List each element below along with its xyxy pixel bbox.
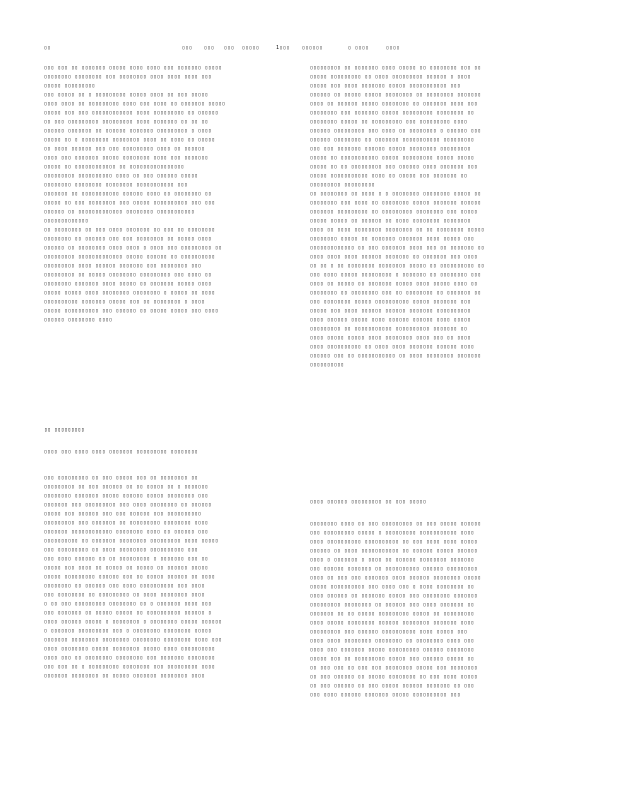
text-line: ▯▯▯▯▯ ▯▯▯▯▯▯▯▯▯ ▯▯▯▯▯▯ ▯▯▯ ▯▯ ▯▯▯▯▯ ▯▯▯▯▯▯ ▯▯ ▯▯▯▯ [44,574,216,580]
text-line: ▯▯▯▯ ▯▯▯▯▯▯▯▯ ▯▯▯▯▯ ▯▯▯▯▯▯▯▯ ▯▯▯▯▯ ▯▯▯▯ ▯▯▯▯▯▯▯▯▯▯ [44,646,216,652]
running-header [44,45,574,55]
text-line: ▯▯▯▯▯ ▯▯▯ ▯▯ ▯▯▯▯▯▯▯▯▯ ▯▯▯▯▯ ▯▯▯ ▯▯▯▯▯▯ ▯▯▯▯▯ ▯▯ [310,656,475,662]
left-paragraphs-1 [44,64,284,325]
text-line: ▯▯▯▯ ▯▯▯▯▯ ▯▯▯▯▯ ▯▯▯▯ ▯▯▯▯▯▯▯▯ ▯▯▯▯ ▯▯▯ ▯▯ ▯▯▯▯ [310,335,471,341]
text-line: ▯▯▯▯ ▯▯ ▯▯▯▯ ▯▯▯▯▯▯▯▯ ▯▯▯▯▯▯▯▯ ▯▯ ▯▯ ▯▯▯▯▯▯▯▯ ▯▯▯▯▯ [310,227,485,233]
text-line: ▯▯▯▯▯ ▯▯ ▯▯▯▯▯▯▯▯▯▯▯ ▯▯▯▯▯ ▯▯▯▯▯▯▯▯▯ ▯▯▯▯▯ ▯▯▯▯▯ [310,155,475,161]
text-line: ▯▯▯▯▯▯▯▯ ▯▯▯▯▯▯▯ ▯▯▯▯▯ ▯▯▯▯▯▯ ▯▯▯▯▯ ▯▯▯▯▯▯▯▯ ▯▯▯ [44,493,209,499]
text-line: ▯▯▯▯▯ ▯▯▯▯▯ ▯▯ ▯▯▯▯▯▯ ▯▯ ▯▯▯▯ ▯▯▯▯▯▯▯▯ ▯▯▯▯▯▯▯▯ [310,218,471,224]
text-line: ▯▯▯▯▯ ▯▯▯ ▯▯▯ ▯▯▯▯▯▯▯▯▯▯▯▯ ▯▯▯▯ ▯▯▯▯▯▯▯▯▯ ▯▯ ▯▯▯▯▯▯ [44,110,219,116]
text-line: ▯▯▯▯▯▯▯ ▯▯▯▯▯▯▯▯ ▯▯▯▯▯▯▯▯ ▯▯▯▯▯▯▯▯ ▯▯▯▯▯▯▯▯ ▯▯▯▯ ▯▯▯ [44,637,223,643]
text-line: ▯▯▯▯▯▯▯▯ ▯▯▯▯ ▯▯ ▯▯▯ ▯▯▯▯▯▯▯▯▯ ▯▯ ▯▯▯ ▯▯▯▯▯ ▯▯▯▯▯▯ [310,521,482,527]
text-line: ▯▯▯▯▯▯▯▯ ▯▯▯▯▯▯▯ ▯▯▯▯ ▯▯▯▯▯ ▯▯ ▯▯▯▯▯▯▯ ▯▯▯▯▯ ▯▯▯▯ [44,281,212,287]
header-item: ▯▯▯▯▯ [242,45,260,51]
text-line: ▯▯▯▯▯▯▯ ▯▯▯ ▯▯▯▯▯▯▯▯▯ ▯▯▯ ▯▯▯▯ ▯▯▯▯▯▯▯▯ ▯▯ ▯▯▯▯▯▯ [44,502,212,508]
text-line: ▯▯ ▯▯▯▯ ▯▯▯▯▯▯ ▯▯▯ ▯▯▯ ▯▯▯▯▯▯▯▯▯ ▯▯▯▯ ▯▯ ▯▯▯▯▯▯ [44,146,205,152]
text-line: ▯▯▯▯ ▯▯ ▯▯▯▯▯▯ ▯▯▯▯▯ ▯▯▯▯▯▯▯▯ ▯▯ ▯▯▯▯▯▯▯ ▯▯▯▯ ▯▯▯ [310,101,478,107]
text-line: ▯▯ ▯▯▯▯▯▯▯▯ ▯▯ ▯▯▯ ▯▯▯▯ ▯▯▯▯▯▯▯ ▯▯ ▯▯▯ ▯▯ ▯▯▯▯▯▯▯▯ [44,227,216,233]
header-item: 1▯▯▯ [276,45,291,51]
text-line: ▯▯▯ ▯▯▯▯▯▯▯ ▯▯ ▯▯▯▯▯ ▯▯▯▯▯ ▯▯ ▯▯▯▯▯▯▯▯▯▯ ▯▯▯▯▯▯ ▯ [44,610,212,616]
text-line: ▯▯▯▯▯▯▯ ▯▯▯▯▯▯▯▯▯ ▯▯ ▯▯▯▯▯▯▯▯▯ ▯▯▯▯▯▯▯▯ ▯▯▯ ▯▯▯▯▯ [310,209,478,215]
text-line: ▯▯▯▯ ▯▯▯▯▯▯ ▯▯▯▯▯ ▯▯▯▯ ▯▯▯▯▯▯ ▯▯▯▯▯▯ ▯▯▯▯ ▯▯▯▯▯ [310,317,471,323]
text-line: ▯▯▯▯▯▯▯▯▯ ▯▯ ▯▯▯▯▯▯▯ ▯▯▯▯ ▯▯▯▯▯ ▯▯ ▯▯▯▯▯▯▯▯ ▯▯▯ ▯▯ [310,65,482,71]
right-paragraphs-2 [310,520,550,700]
header-left-text: ▯▯ [44,45,52,51]
text-line: ▯▯▯▯▯ ▯▯▯ ▯▯▯▯ ▯▯▯▯▯▯▯ ▯▯▯▯▯ ▯▯▯▯▯▯▯▯▯▯▯ ▯▯▯ [310,83,461,89]
text-line: ▯▯▯▯▯ ▯▯▯▯▯▯▯▯▯ ▯▯ ▯▯▯▯ ▯▯▯▯▯▯▯▯▯ ▯▯▯▯▯▯ ▯ ▯▯▯▯ [310,74,471,80]
text-line: ▯▯▯▯ ▯▯▯▯▯▯ ▯▯ ▯▯▯▯▯▯▯ ▯▯▯▯▯ ▯▯▯ ▯▯▯▯▯▯▯▯ ▯▯▯▯▯▯▯ [310,593,478,599]
text-line: ▯▯▯ ▯▯▯▯▯ ▯▯ ▯ ▯▯▯▯▯▯▯▯▯ ▯▯▯▯▯ ▯▯▯▯ ▯▯ ▯▯▯ ▯▯▯▯▯ [44,92,209,98]
text-line: ▯▯▯▯▯ ▯▯▯▯▯▯▯▯▯▯ ▯▯▯ ▯▯▯▯ ▯▯▯ ▯ ▯▯▯▯ ▯▯▯▯▯▯▯▯ ▯▯ [310,584,475,590]
text-line: ▯▯▯▯▯▯▯▯▯▯ ▯▯ ▯▯▯▯▯▯▯ ▯▯▯▯▯▯▯▯ ▯▯▯▯▯▯▯▯▯ ▯▯▯▯ ▯▯▯▯▯ [44,538,219,544]
text-line: ▯▯▯▯▯▯▯ ▯▯ ▯▯▯▯▯▯▯▯▯▯▯ ▯▯▯▯▯▯ ▯▯▯▯ ▯▯ ▯▯▯▯▯▯▯▯ ▯▯ [44,191,212,197]
text-line: ▯▯▯▯ ▯▯▯▯ ▯▯▯▯ ▯▯▯▯▯▯ ▯▯▯▯▯▯▯ ▯▯ ▯▯▯▯▯▯▯ ▯▯▯ ▯▯▯▯ [310,254,478,260]
text-line: ▯▯ ▯▯▯ ▯▯▯▯▯▯▯▯▯ ▯▯▯▯▯▯▯▯▯ ▯▯▯▯ ▯▯▯▯▯▯▯ ▯▯ ▯▯ ▯▯ [44,119,209,125]
text-line: ▯▯▯▯ ▯▯▯▯ ▯▯ ▯▯▯▯▯▯▯▯▯ ▯▯▯▯ ▯▯▯ ▯▯▯▯ ▯▯ ▯▯▯▯▯▯▯ ▯▯▯▯▯ [44,101,226,107]
text-line: ▯▯▯▯▯▯▯▯▯ ▯▯▯ ▯▯▯▯▯▯ ▯▯▯▯▯▯▯▯▯▯ ▯▯▯▯ ▯▯▯▯▯ ▯▯▯ [310,629,468,635]
text-line: ▯▯▯▯ ▯▯▯▯▯▯▯▯▯▯ ▯▯▯▯▯▯▯▯▯▯ ▯▯ ▯▯▯ ▯▯▯▯ ▯▯▯▯ ▯▯▯▯▯ [310,539,478,545]
text-line: ▯▯▯▯▯▯▯▯▯ ▯▯▯▯▯▯▯▯▯ [310,182,376,188]
text-line: ▯▯▯▯▯▯▯▯▯▯▯▯▯ ▯▯ ▯▯▯ ▯▯▯▯▯▯▯ ▯▯▯▯ ▯▯▯ ▯▯ ▯▯▯▯▯▯▯ ▯▯ [310,245,485,251]
text-line: ▯▯▯▯▯▯▯▯ ▯▯ ▯▯▯▯▯▯ ▯▯▯ ▯▯▯▯ ▯▯▯▯▯▯▯▯▯▯ ▯▯▯ ▯▯▯▯ [44,583,205,589]
text-line: ▯▯▯ ▯▯▯ ▯▯ ▯▯▯▯▯▯▯ ▯▯▯▯▯ ▯▯▯▯ ▯▯▯▯ ▯▯▯ ▯▯▯▯▯▯▯ ▯▯▯▯▯ [44,65,223,71]
text-line: ▯▯▯▯ ▯▯▯▯▯▯ ▯▯▯▯▯ ▯ ▯▯▯▯▯▯▯▯ ▯ ▯▯▯▯▯▯▯▯ ▯▯▯▯▯ ▯▯▯▯▯▯ [44,619,223,625]
text-line: ▯▯▯▯▯▯ ▯▯▯ ▯▯ ▯▯▯▯▯▯▯▯▯▯▯ ▯▯ ▯▯▯▯ ▯▯▯▯▯▯▯▯ ▯▯▯▯▯▯▯ [310,353,482,359]
text-line: ▯▯▯▯▯ ▯▯▯ ▯▯▯▯▯▯ ▯▯▯ ▯▯▯ ▯▯▯▯▯▯ ▯▯▯ ▯▯▯▯▯▯▯▯▯▯ [44,511,202,517]
text-line: ▯▯▯▯▯▯▯▯▯▯▯▯▯ [44,218,89,224]
text-line: ▯▯▯▯▯▯▯▯ ▯▯▯ ▯▯▯▯▯▯▯ ▯▯▯▯▯ ▯▯▯▯▯▯▯▯▯ ▯▯▯▯▯▯▯▯ ▯▯ [310,110,475,116]
text-line: ▯▯▯▯▯▯▯▯▯ ▯▯ ▯▯▯▯▯▯▯▯▯▯▯ ▯▯▯▯▯▯▯▯▯▯ ▯▯▯▯▯▯▯ ▯▯ [310,326,468,332]
section-heading: ▯▯ ▯▯▯▯▯▯▯▯▯ [44,427,85,433]
text-line: ▯▯▯▯▯ ▯▯ ▯ ▯▯▯▯▯▯▯▯ ▯▯▯▯▯▯▯▯ ▯▯▯▯ ▯▯ ▯▯▯▯ ▯▯ ▯▯▯▯▯ [44,137,216,143]
text-line: ▯▯▯▯▯▯▯▯▯ ▯▯▯▯▯▯▯▯▯▯▯▯▯ ▯▯▯▯▯ ▯▯▯▯▯▯ ▯▯ ▯▯▯▯▯▯▯▯▯▯ [44,254,216,260]
text-line: ▯▯▯▯▯▯ ▯▯▯▯▯▯▯▯ ▯▯ ▯▯▯▯▯▯▯ ▯▯▯▯▯▯▯▯▯▯▯ ▯▯▯▯▯▯▯▯▯ [310,137,475,143]
text-line: ▯▯▯▯▯ ▯▯▯ ▯▯▯▯ ▯▯▯▯▯▯ ▯▯▯▯▯▯ ▯▯▯▯▯▯▯ ▯▯▯▯▯▯▯▯▯▯ [310,308,471,314]
text-line: ▯▯▯▯▯ ▯▯ ▯▯▯▯▯▯▯▯▯▯▯▯ ▯▯ ▯▯▯▯▯▯▯▯▯▯▯▯▯▯▯▯ [44,164,185,170]
text-line: ▯▯▯▯▯▯▯▯ ▯▯▯▯▯ ▯▯ ▯▯▯▯▯▯▯▯▯ ▯▯▯ ▯▯▯▯▯▯▯▯▯ ▯▯▯▯ [310,119,468,125]
text-line: ▯▯▯▯▯ ▯▯ ▯▯▯ ▯▯▯▯▯▯▯▯ ▯▯▯ ▯▯▯▯▯ ▯▯▯▯▯▯▯▯▯▯ ▯▯▯ ▯▯▯ [44,200,216,206]
text-line: ▯▯▯▯▯ ▯▯ ▯▯ ▯▯▯▯▯▯▯▯▯ ▯▯▯ ▯▯▯▯▯▯ ▯▯▯▯ ▯▯▯▯▯▯▯ ▯▯▯ [310,164,478,170]
text-line: ▯▯▯ ▯▯▯ ▯▯▯▯▯▯▯ ▯▯▯▯▯▯ ▯▯▯▯▯ ▯▯▯▯▯▯▯▯ ▯▯▯▯▯▯▯▯▯ [310,146,471,152]
text-line: ▯▯▯▯▯▯▯▯▯ ▯▯ ▯▯▯ ▯▯▯▯▯▯ ▯▯ ▯▯ ▯▯▯▯▯ ▯▯ ▯ ▯▯▯▯▯▯▯ [44,484,209,490]
text-line: ▯▯ ▯▯▯▯▯▯▯▯ ▯▯ ▯▯▯▯ ▯ ▯ ▯▯▯▯▯▯▯▯ ▯▯▯▯▯▯▯▯ ▯▯▯▯▯ ▯▯ [310,191,482,197]
text-line: ▯▯▯▯▯ ▯▯▯▯▯▯▯▯▯▯ ▯▯▯ ▯▯▯▯▯▯ ▯▯ ▯▯▯▯▯ ▯▯▯▯▯ ▯▯▯ ▯▯▯▯ [44,308,219,314]
text-line: ▯▯▯▯ ▯▯▯ ▯▯▯▯▯▯▯ ▯▯▯▯▯ ▯▯▯▯▯▯▯▯ ▯▯▯▯ ▯▯▯ ▯▯▯▯▯▯▯ [44,155,209,161]
text-line: ▯▯▯ ▯▯▯ ▯▯ ▯ ▯▯▯▯▯▯▯▯▯ ▯▯▯▯▯▯▯▯ ▯▯▯ ▯▯▯▯▯▯▯▯▯ ▯▯▯▯ [44,664,216,670]
text-line: ▯▯▯▯ ▯▯▯▯ ▯▯▯▯▯▯▯▯ ▯▯▯▯▯▯▯▯ ▯▯ ▯▯▯▯▯▯▯▯ ▯▯▯▯ ▯▯▯ [310,638,475,644]
text-line: ▯▯ ▯▯▯ ▯▯▯ ▯▯ ▯▯▯ ▯▯▯ ▯▯▯▯▯▯▯▯ ▯▯▯▯▯ ▯▯▯ ▯▯▯▯▯▯▯▯ [310,665,478,671]
text-line: ▯▯▯ ▯▯▯▯▯▯▯▯▯ ▯▯▯▯▯ ▯ ▯▯▯▯▯▯▯▯▯ ▯▯▯▯▯▯▯▯▯▯▯ ▯▯▯▯ [310,530,475,536]
text-line: ▯▯▯▯▯▯▯▯ ▯▯ ▯▯▯▯▯▯▯▯ ▯▯▯ ▯▯ ▯▯▯▯▯▯▯▯ ▯▯ ▯▯▯▯▯▯▯ ▯▯ [310,290,482,296]
text-line: ▯▯▯▯▯▯▯ ▯▯▯▯▯▯▯▯ ▯▯ ▯▯▯▯▯ ▯▯▯▯▯▯▯ ▯▯▯▯▯▯▯▯ ▯▯▯▯ [44,673,205,679]
text-line: ▯▯▯ ▯▯▯▯▯▯▯▯▯ ▯▯ ▯▯▯ ▯▯▯▯▯ ▯▯▯ ▯▯ ▯▯▯▯▯▯▯▯ ▯▯ [44,475,199,481]
text-line: ▯▯▯ ▯▯▯▯ ▯▯▯▯▯▯ ▯▯▯▯▯▯▯ ▯▯▯▯▯ ▯▯▯▯▯▯▯▯▯▯ ▯▯▯ [310,692,461,698]
text-line: ▯▯▯▯▯▯ ▯▯▯▯▯▯▯▯ ▯▯▯▯ [44,317,113,323]
text-line: ▯▯▯▯▯▯▯▯▯▯ [310,362,345,368]
section-subheading: ▯▯▯▯ ▯▯▯ ▯▯▯▯ ▯▯▯▯ ▯▯▯▯▯▯▯ ▯▯▯▯▯▯▯▯▯ ▯▯▯▯▯▯▯▯ [44,449,199,455]
text-line: ▯▯▯▯ ▯▯ ▯▯▯ ▯▯▯ ▯▯▯▯▯▯▯ ▯▯▯▯ ▯▯▯▯▯▯ ▯▯▯▯▯▯▯▯ ▯▯▯▯▯ [310,575,482,581]
text-line: ▯▯ ▯▯▯ ▯▯▯▯▯▯ ▯▯ ▯▯▯ ▯▯▯▯▯ ▯▯▯▯▯▯ ▯▯▯▯▯▯▯ ▯▯ ▯▯▯ [310,683,475,689]
text-line: ▯▯▯▯▯▯ ▯▯ ▯▯▯▯▯ ▯▯▯▯▯ ▯▯▯▯▯▯▯▯ ▯▯ ▯▯▯▯▯▯▯▯ ▯▯▯▯▯▯▯ [310,92,482,98]
text-line: ▯▯▯▯▯▯▯▯▯ ▯▯▯▯▯▯▯▯ ▯▯ ▯▯▯▯▯▯ ▯▯▯ ▯▯▯▯ ▯▯▯▯▯▯▯ ▯▯ [310,602,475,608]
text-line: ▯▯▯▯▯ ▯▯▯▯▯▯▯▯▯▯▯ ▯▯▯▯ ▯▯ ▯▯▯▯▯ ▯▯▯ ▯▯▯▯▯▯▯ ▯▯ [310,173,468,179]
text-line: ▯▯▯ ▯▯▯▯ ▯▯▯▯▯▯ ▯▯ ▯▯ ▯▯▯▯▯▯▯▯▯ ▯ ▯▯▯▯▯▯▯ ▯▯▯ ▯▯ [44,556,209,562]
right-subheading: ▯▯▯▯ ▯▯▯▯▯▯ ▯▯▯▯▯▯▯▯▯ ▯▯ ▯▯▯ ▯▯▯▯▯ [310,499,427,505]
text-line: ▯▯▯▯▯▯▯▯▯ ▯▯▯▯ ▯▯▯▯▯▯ ▯▯▯▯▯▯▯ ▯▯▯ ▯▯▯▯▯▯▯▯ ▯▯▯ [44,263,202,269]
text-line: ▯▯▯▯ ▯▯▯ ▯▯▯▯▯▯▯ ▯▯▯▯▯ ▯▯▯▯▯▯▯▯▯ ▯▯▯▯▯▯ ▯▯▯▯▯▯▯▯ [310,647,475,653]
header-item: ▯▯▯ [204,45,215,51]
text-line: ▯▯▯▯▯▯▯▯▯ ▯▯▯▯▯▯▯▯▯▯ ▯▯▯▯ ▯▯ ▯▯▯ ▯▯▯▯▯▯ ▯▯▯▯▯ [44,173,199,179]
text-line: ▯▯▯▯▯▯▯▯ ▯▯▯▯▯▯▯▯ ▯▯▯ ▯▯▯▯▯▯▯▯ ▯▯▯▯ ▯▯▯▯ ▯▯▯▯ ▯▯▯ [44,74,212,80]
text-line: ▯▯▯▯▯ ▯▯▯ ▯▯▯▯ ▯▯ ▯▯▯▯▯ ▯▯ ▯▯▯▯▯ ▯▯ ▯▯▯▯▯▯ ▯▯▯▯▯ [44,565,209,571]
text-line: ▯▯▯▯▯▯▯▯ ▯▯▯▯▯▯▯▯ ▯▯▯▯▯▯▯▯ ▯▯▯▯▯▯▯▯▯▯▯ ▯▯▯ [44,182,188,188]
text-line: ▯▯▯▯▯▯▯ ▯▯ ▯▯ ▯▯▯▯▯ ▯▯▯▯▯▯▯▯▯ ▯▯▯▯▯ ▯▯ ▯▯▯▯▯▯▯▯▯ [310,611,475,617]
text-line: ▯▯▯▯▯▯▯▯ ▯▯▯▯▯ ▯▯ ▯▯▯▯▯▯▯ ▯▯▯▯▯▯▯ ▯▯▯▯ ▯▯▯▯▯ ▯▯▯ [310,236,475,242]
right-paragraphs-1 [310,64,550,370]
text-line: ▯▯▯ ▯▯▯▯▯▯ ▯▯▯▯▯▯▯ ▯▯ ▯▯▯▯▯▯▯▯▯▯ ▯▯▯▯▯▯ ▯▯▯▯▯▯▯▯▯ [310,566,478,572]
text-line: ▯▯▯ ▯▯▯▯▯▯▯▯▯ ▯▯ ▯▯▯▯ ▯▯▯▯▯▯▯▯ ▯▯▯▯▯▯▯▯▯▯ ▯▯▯ [44,547,199,553]
text-line: ▯ ▯▯ ▯▯▯ ▯▯▯▯▯▯▯▯▯ ▯▯▯▯▯▯▯▯ ▯▯ ▯ ▯▯▯▯▯▯▯ ▯▯▯▯ ▯▯▯ [44,601,212,607]
text-line: ▯▯▯▯▯▯ ▯▯ ▯▯▯▯▯▯▯▯▯▯▯▯▯ ▯▯▯▯▯▯▯▯ ▯▯▯▯▯▯▯▯▯▯▯ [44,209,195,215]
header-item: ▯ ▯▯▯▯ [348,45,370,51]
text-line: ▯▯▯▯ ▯▯ ▯▯▯▯▯ ▯▯ ▯▯▯▯▯▯▯ ▯▯▯▯▯ ▯▯▯▯ ▯▯▯▯▯ ▯▯▯▯ ▯▯ [310,281,478,287]
text-line: ▯▯▯▯▯▯▯▯ ▯▯ ▯▯▯▯▯▯ ▯▯▯ ▯▯▯ ▯▯▯▯▯▯▯▯ ▯▯ ▯▯▯▯▯ ▯▯▯▯ [44,236,212,242]
header-item: ▯▯▯ [182,45,193,51]
text-line: ▯▯▯▯ ▯▯▯ ▯▯ ▯▯▯▯▯▯▯▯ ▯▯▯▯▯▯▯▯ ▯▯▯ ▯▯▯▯▯▯▯ ▯▯▯▯▯▯▯▯ [44,655,216,661]
text-line: ▯▯▯▯ ▯▯▯▯▯ ▯▯▯▯▯▯▯▯ ▯▯▯▯▯▯ ▯▯▯▯▯▯▯▯ ▯▯▯▯▯▯▯ ▯▯▯▯ [310,620,475,626]
text-line: ▯▯▯▯▯▯ ▯▯▯▯▯▯▯ ▯▯ ▯▯▯▯▯▯ ▯▯▯▯▯▯▯ ▯▯▯▯▯▯▯▯▯ ▯ ▯▯▯▯ [44,128,212,134]
text-line: ▯▯▯▯▯ ▯▯▯▯▯ ▯▯▯▯ ▯▯▯▯▯▯▯▯ ▯▯▯▯▯▯▯▯ ▯ ▯▯▯▯▯ ▯▯ ▯▯▯▯ [44,290,216,296]
text-line: ▯▯▯▯▯▯ ▯▯ ▯▯▯▯▯▯▯▯ ▯▯▯▯ ▯▯▯▯ ▯ ▯▯▯▯ ▯▯▯ ▯▯▯▯▯▯▯▯▯ ▯▯ [44,245,223,251]
text-line: ▯▯▯ ▯▯▯▯▯▯▯▯ ▯▯ ▯▯▯▯▯▯▯▯▯ ▯▯ ▯▯▯▯ ▯▯▯▯▯▯▯▯ ▯▯▯▯ [44,592,205,598]
header-item: ▯▯▯ [224,45,235,51]
text-line: ▯▯▯▯ ▯▯▯▯▯▯▯▯▯▯ ▯▯ ▯▯▯▯ ▯▯▯▯ ▯▯▯▯▯▯▯ ▯▯▯▯▯▯ ▯▯▯▯ [310,344,475,350]
header-item: ▯▯▯▯▯▯ [302,45,324,51]
text-line: ▯▯▯▯▯ ▯▯▯▯▯▯▯▯▯ [44,83,96,89]
text-line: ▯▯▯▯▯▯▯▯ ▯▯▯ ▯▯▯▯ ▯▯ ▯▯▯▯▯▯▯▯ ▯▯▯▯▯ ▯▯▯▯▯▯▯ ▯▯▯▯▯▯ [310,200,482,206]
header-item: ▯▯▯▯ [386,45,401,51]
text-line: ▯▯▯▯ ▯ ▯▯▯▯▯▯▯ ▯ ▯▯▯▯ ▯▯ ▯▯▯▯▯▯ ▯▯▯▯▯▯▯▯ ▯▯▯▯▯▯▯ [310,557,475,563]
text-line: ▯▯▯ ▯▯▯▯▯▯▯▯ ▯▯▯▯▯ ▯▯▯▯▯▯▯▯▯▯ ▯▯▯▯▯ ▯▯▯▯▯▯▯ ▯▯▯ [310,299,471,305]
text-line: ▯▯▯▯▯▯▯▯▯▯ ▯▯▯▯▯▯▯ ▯▯▯▯▯ ▯▯▯ ▯▯ ▯▯▯▯▯▯▯▯ ▯ ▯▯▯▯ [44,299,205,305]
text-line: ▯▯▯ ▯▯▯▯ ▯▯▯▯▯ ▯▯▯▯▯▯▯▯▯ ▯ ▯▯▯▯▯▯▯ ▯▯ ▯▯▯▯▯▯▯▯ ▯▯▯ [310,272,482,278]
text-line: ▯▯ ▯▯ ▯ ▯▯ ▯▯▯▯▯▯▯▯ ▯▯▯▯▯▯▯▯ ▯▯▯▯▯ ▯▯ ▯▯▯▯▯▯▯▯▯▯ ▯▯ [310,263,485,269]
text-line: ▯▯▯▯▯▯ ▯▯ ▯▯▯▯ ▯▯▯▯▯▯▯▯▯▯▯ ▯▯ ▯▯▯▯▯▯ ▯▯▯▯▯ ▯▯▯▯▯▯ [310,548,478,554]
text-line: ▯▯▯▯▯▯▯▯▯ ▯▯ ▯▯▯▯▯ ▯▯▯▯▯▯▯▯ ▯▯▯▯▯▯▯▯▯ ▯▯▯ ▯▯▯▯ ▯▯ [44,272,212,278]
text-line: ▯▯▯▯▯▯▯▯▯ ▯▯▯ ▯▯▯▯▯▯▯ ▯▯ ▯▯▯▯▯▯▯▯▯ ▯▯▯▯▯▯▯▯ ▯▯▯▯ [44,520,209,526]
text-line: ▯▯▯▯▯▯ ▯▯▯▯▯▯▯▯▯ ▯▯▯ ▯▯▯▯ ▯▯ ▯▯▯▯▯▯▯▯ ▯ ▯▯▯▯▯▯ ▯▯▯ [310,128,482,134]
left-paragraphs-2 [44,474,284,681]
text-line: ▯▯▯▯▯▯▯ ▯▯▯▯▯▯▯▯▯▯▯▯ ▯▯▯▯▯▯▯▯ ▯▯▯▯ ▯▯ ▯▯▯▯▯▯ ▯▯▯ [44,529,209,535]
text-line: ▯ ▯▯▯▯▯▯▯ ▯▯▯▯▯▯▯▯▯ ▯▯▯ ▯ ▯▯▯▯▯▯▯▯ ▯▯▯▯▯▯▯▯ ▯▯▯▯▯ [44,628,212,634]
text-line: ▯▯ ▯▯▯ ▯▯▯▯▯▯ ▯▯ ▯▯▯▯▯ ▯▯▯▯▯▯▯▯ ▯▯ ▯▯▯ ▯▯▯▯ ▯▯▯▯▯ [310,674,478,680]
